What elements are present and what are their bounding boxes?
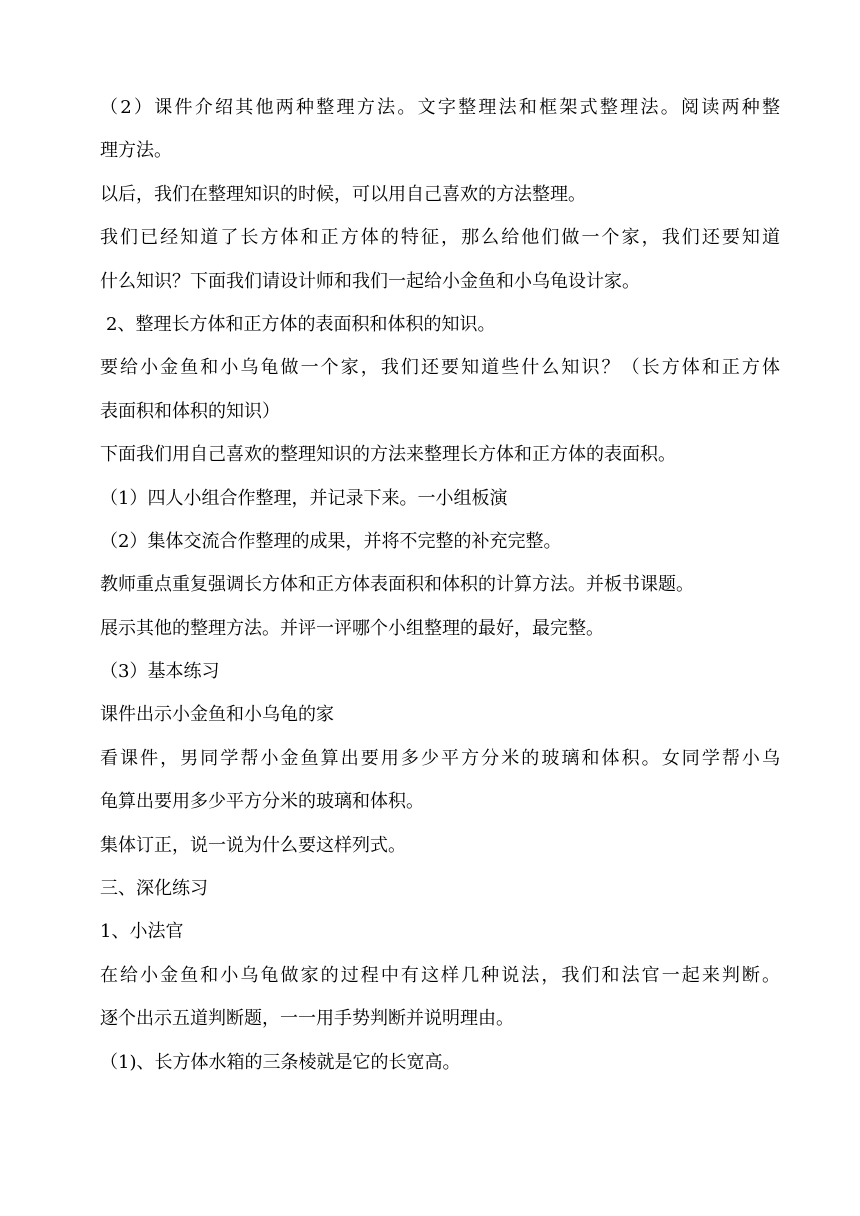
paragraph-line: 以后，我们在整理知识的时候，可以用自己喜欢的方法整理。	[100, 183, 586, 205]
paragraph-line: 教师重点重复强调长方体和正方体表面积和体积的计算方法。并板书课题。	[100, 574, 694, 596]
paragraph-line: 龟算出要用多少平方分米的玻璃和体积。	[100, 791, 424, 813]
paragraph-line: 课件出示小金鱼和小乌龟的家	[100, 704, 334, 726]
paragraph-line: （3）基本练习	[100, 661, 220, 683]
section-heading: 三、深化练习	[100, 878, 208, 900]
paragraph-line: 逐个出示五道判断题，一一用手势判断并说明理由。	[100, 1008, 514, 1030]
section-heading: 1、小法官	[100, 921, 184, 943]
paragraph-line: （1）四人小组合作整理，并记录下来。一小组板演	[100, 487, 508, 509]
paragraph-line: 看课件，男同学帮小金鱼算出要用多少平方分米的玻璃和体积。女同学帮小乌	[100, 747, 780, 769]
paragraph-line: 展示其他的整理方法。并评一评哪个小组整理的最好，最完整。	[100, 617, 604, 639]
paragraph-line: 集体订正，说一说为什么要这样列式。	[100, 834, 406, 856]
paragraph-line: （2）集体交流合作整理的成果，并将不完整的补充完整。	[100, 530, 562, 552]
paragraph-line: 要给小金鱼和小乌龟做一个家，我们还要知道些什么知识？（长方体和正方体	[100, 357, 780, 379]
paragraph-line: 什么知识？下面我们请设计师和我们一起给小金鱼和小乌龟设计家。	[100, 270, 640, 292]
paragraph-line: 表面积和体积的知识）	[100, 400, 280, 422]
paragraph-line: 在给小金鱼和小乌龟做家的过程中有这样几种说法，我们和法官一起来判断。	[100, 964, 780, 986]
paragraph-line: （2）课件介绍其他两种整理方法。文字整理法和框架式整理法。阅读两种整	[100, 97, 780, 118]
section-heading: 2、整理长方体和正方体的表面积和体积的知识。	[106, 313, 496, 335]
paragraph-line: 理方法。	[100, 140, 172, 162]
paragraph-line: 下面我们用自己喜欢的整理知识的方法来整理长方体和正方体的表面积。	[100, 444, 676, 466]
document-body	[100, 86, 780, 1084]
paragraph-line: 我们已经知道了长方体和正方体的特征，那么给他们做一个家，我们还要知道	[100, 227, 780, 249]
paragraph-line: （1)、长方体水箱的三条棱就是它的长宽高。	[100, 1051, 461, 1073]
